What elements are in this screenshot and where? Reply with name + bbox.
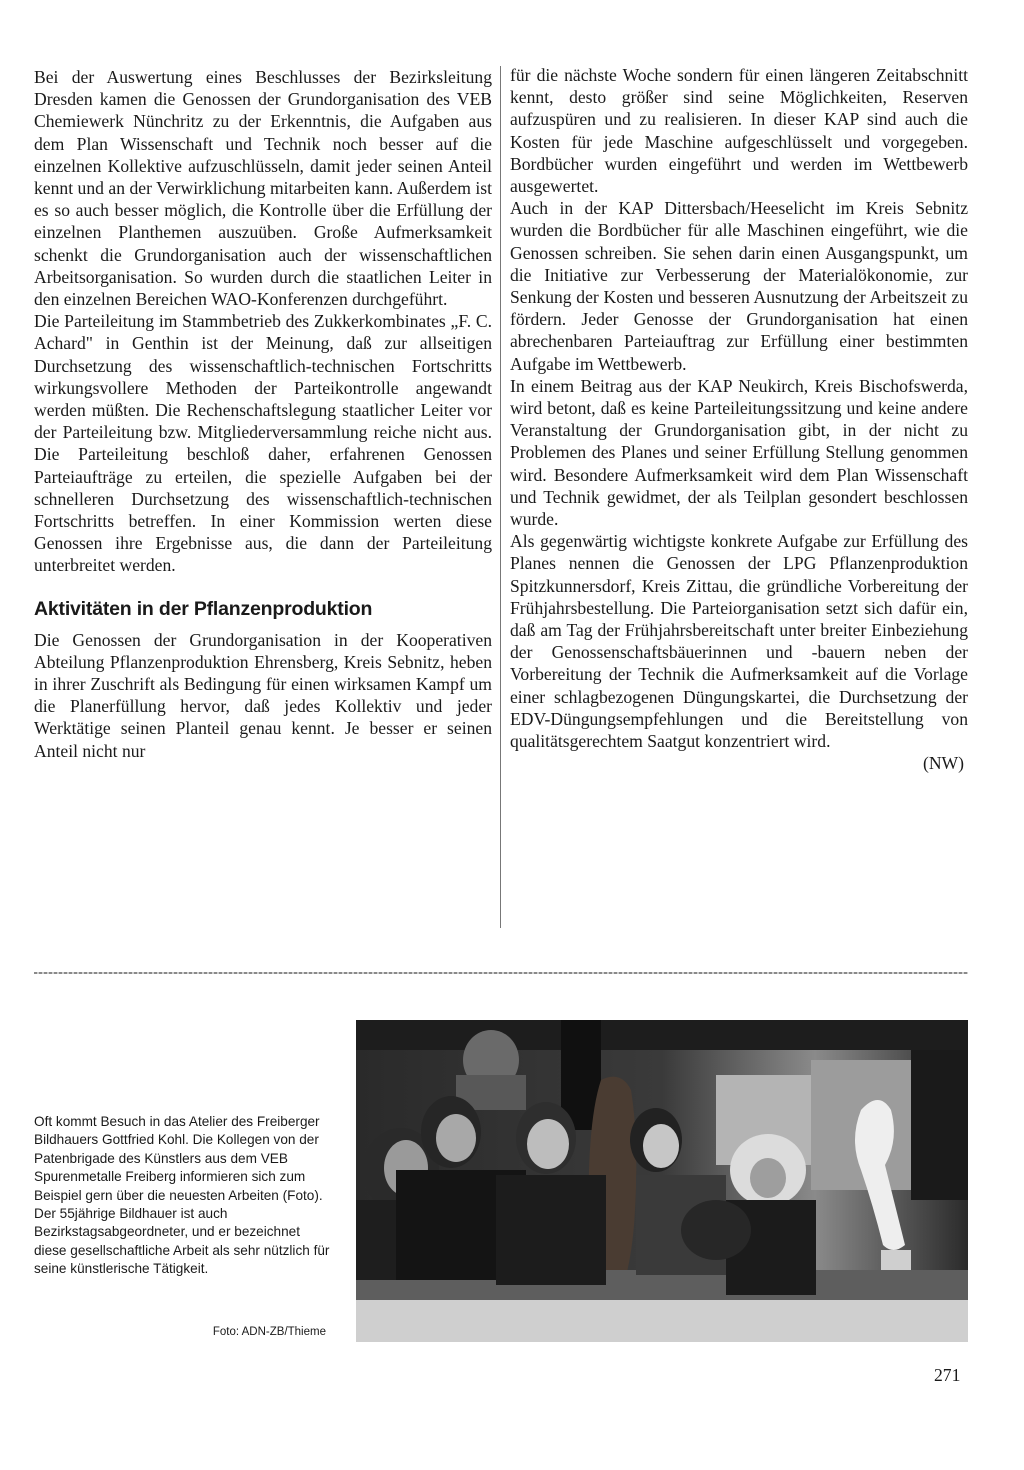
- photo-caption: [34, 1113, 332, 1279]
- body-paragraph: Die Parteileitung im Stammbetrieb des Zukkerkombinates „F. C. Achard" in Genthin ist der Meinung, daß zur allseitigen Durchsetzung des wissenschaftlich-technischen Fortschritts wirkungsvollere Methoden der Parteikontrolle angewandt werden müßten. Die Rechenschaftslegung staatlicher Leiter vor der Parteileitung bzw. Mitgliederversammlung reiche nicht aus. Die Parteileitung beschloß daher, erfahrenen Genossen Parteiaufträge zu erteilen, die spezielle Aufgaben bei der schnelleren Durchsetzung des wissenschaftlich-technischen Fortschritts betreffen. In einer Kommission werten diese Genossen ihre Ergebnisse aus, die dann der Parteileitung unterbreitet werden.: [34, 311, 492, 576]
- body-paragraph: Als gegenwärtig wichtigste konkrete Aufgabe zur Erfüllung des Planes nennen die Genossen der LPG Pflanzenproduktion Spitzkunnersdorf, Kreis Zittau, die gründliche Vorbereitung der Frühjahrsbestellung. Die Parteiorganisation setzt sich dafür ein, daß am Tag der Frühjahrsbereitschaft unter breiter Einbeziehung der Genossenschaftsbäuerinnen und -bauern neben der Vorbereitung der Technik die Aufmerksamkeit auf die Vorlage einer schlagbezogenen Düngungskartei, die Durchsetzung der EDV-Düngungsempfehlungen und die Bereitstellung von qualitätsgerechtem Saatgut konzentriert wird.: [510, 531, 968, 752]
- column-divider: [500, 66, 501, 928]
- body-paragraph: für die nächste Woche sondern für einen längeren Zeitabschnitt kennt, desto größer sind seine Möglichkeiten, Reserven aufzuspüren und zu realisieren. In dieser KAP sind auch die Kosten für jede Maschine aufgeschlüsselt und vorgegeben. Bordbücher wurden eingeführt und werden im Wettbewerb ausgewertet.: [510, 65, 968, 197]
- left-column: [34, 66, 492, 762]
- section-heading: Aktivitäten in der Pflanzenproduktion: [34, 597, 373, 620]
- caption-text: Oft kommt Besuch in das Atelier des Freiberger Bildhauers Gottfried Kohl. Die Kollegen von der Patenbrigade des Künstlers aus dem VEB Spurenmetalle Freiberg informieren sich zum Beispiel gern über die neuesten Arbeiten (Foto). Der 55jährige Bildhauer ist auch Bezirkstagsabgeordneter, und er bezeichnet diese gesellschaftliche Arbeit als sehr nützlich für seine künstlerische Tätigkeit.: [34, 1114, 330, 1277]
- body-paragraph: Auch in der KAP Dittersbach/Heeselicht im Kreis Sebnitz wurden die Bordbücher für alle Maschinen eingeführt, wie die Genossen schreiben. Sie sehen darin einen Ausgangspunkt, um die Initiative zur Verbesserung der Materialökonomie, zur Senkung der Kosten und besseren Ausnutzung der Arbeitszeit zu fördern. Jeder Genosse der Grundorganisation hat einen abrechenbaren Parteiauftrag zur Erfüllung einer bestimmten Aufgabe im Wettbewerb.: [510, 198, 968, 374]
- body-paragraph: Die Genossen der Grundorganisation in der Kooperativen Abteilung Pflanzenproduktion Ehrensberg, Kreis Sebnitz, heben in ihrer Zuschrift als Bedingung für einen wirksamen Kampf um die Planerfüllung hervor, daß jedes Kollektiv und jeder Werktätige seinen Planteil genau kennt. Je besser er seinen Anteil nicht nur: [34, 629, 492, 761]
- page-number: 271: [934, 1365, 961, 1385]
- right-column: [510, 64, 968, 775]
- body-paragraph: Bei der Auswertung eines Beschlusses der Bezirksleitung Dresden kamen die Genossen der Grundorganisation des VEB Chemiewerk Nünchritz zu der Erkenntnis, die Aufgaben aus dem Plan Wissenschaft und Technik noch besser auf die einzelnen Kollektive aufzuschlüsseln, damit jeder seinen Anteil kennt und an der Verwirklichung mitarbeiten kann. Außerdem ist es so auch besser möglich, die Kontrolle über die Erfüllung der einzelnen Planthemen auszuüben. Große Aufmerksamkeit schenkt die Grundorganisation auch der wissenschaftlichen Arbeitsorganisation. So wurden durch die staatlichen Leiter in den einzelnen Bereichen WAO-Konferenzen durchgeführt.: [34, 67, 492, 310]
- author-signature: (NW): [922, 753, 964, 774]
- dotted-separator: [34, 972, 968, 974]
- studio-photo: [356, 1020, 968, 1342]
- body-paragraph: In einem Beitrag aus der KAP Neukirch, Kreis Bischofswerda, wird betont, daß es keine Parteileitungssitzung und keine andere Veranstaltung der Grundorganisation gibt, in der nicht zu Problemen des Planes und seiner Erfüllung Stellung genommen wird. Besondere Aufmerksamkeit wird dem Plan Wissenschaft und Technik gewidmet, der als Teilplan gesondert beschlossen wurde.: [510, 375, 968, 530]
- photo-credit: Foto: ADN-ZB/Thieme: [212, 1326, 326, 1338]
